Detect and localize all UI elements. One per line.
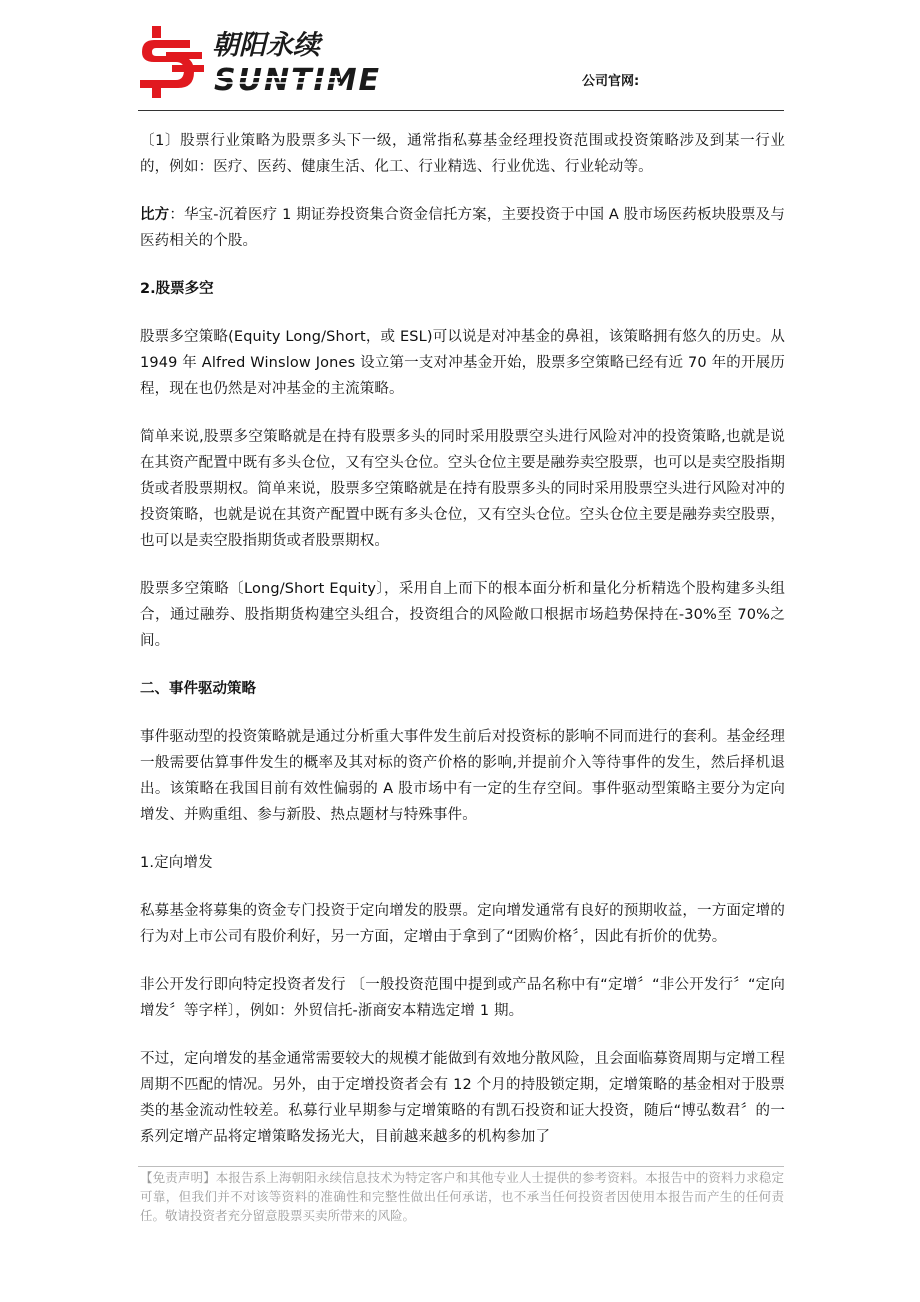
suntime-logo [140, 26, 410, 98]
company-website-label: 公司官网: [582, 74, 640, 89]
page-header [0, 0, 920, 115]
paragraph-example [140, 202, 785, 254]
paragraph-placement-intro: 私募基金将募集的资金专门投资于定向增发的股票。定向增发通常有良好的预期收益，一方面定增的行为对上市公司有股价利好，另一方面，定增由于拿到了“团购价格〞，因此有折价的优势。 [140, 903, 785, 945]
logo-en-text: SUNTIME [214, 63, 382, 98]
document-body [140, 128, 785, 1172]
example-lead: 比方 [140, 207, 170, 223]
logo-cn-text: 朝阳永续 [212, 30, 320, 61]
paragraph-event-driven: 事件驱动型的投资策略就是通过分析重大事件发生前后对投资标的影响不同而进行的套利。基金经理一般需要估算事件发生的概率及其对标的资产价格的影响,并提前介入等待事件的发生，然后择机退出。该策略在我国目前有效性偏弱的 A 股市场中有一定的生存空间。事件驱动型策略主要分为定向增发、并购重组、参与新股、热点题材与特殊事件。 [140, 729, 785, 823]
paragraph-esl-portfolio: 股票多空策略〔Long/Short Equity〕，采用自上而下的根本面分析和量化分析精选个股构建多头组合，通过融券、股指期货构建空头组合，投资组合的风险敞口根据市场趋势保持在-30%至 70%之间。 [140, 581, 785, 649]
paragraph-placement-example: 非公开发行即向特定投资者发行 〔一般投资范围中提到或产品名称中有“定增〞“非公开发行〞“定向增发〞等字样〕，例如：外贸信托-浙商安本精选定增 1 期。 [140, 977, 785, 1019]
heading-event-driven: 二、事件驱动策略 [140, 681, 256, 697]
paragraph-industry-strategy: 〔1〕股票行业策略为股票多头下一级，通常指私募基金经理投资范围或投资策略涉及到某一行业的，例如：医疗、医药、健康生活、化工、行业精选、行业优选、行业轮动等。 [140, 133, 785, 175]
heading-private-placement: 1.定向增发 [140, 855, 213, 871]
paragraph-esl-definition: 简单来说,股票多空策略就是在持有股票多头的同时采用股票空头进行风险对冲的投资策略,也就是说在其资产配置中既有多头仓位，又有空头仓位。空头仓位主要是融券卖空股票，也可以是卖空股指期货或者股票期权。简单来说，股票多空策略就是在持有股票多头的同时采用股票空头进行风险对冲的投资策略，也就是说在其资产配置中既有多头仓位，又有空头仓位。空头仓位主要是融券卖空股票，也可以是卖空股指期货或者股票期权。 [140, 429, 785, 549]
disclaimer-text: 【免责声明】本报告系上海朝阳永续信息技术为特定客户和其他专业人士提供的参考资料。本报告中的资料力求稳定可靠，但我们并不对该等资料的准确性和完整性做出任何承诺，也不承当任何投资者因使用本报告而产生的任何责任。敬请投资者充分留意股票买卖所带来的风险。 [140, 1170, 784, 1223]
paragraph-placement-risk: 不过，定向增发的基金通常需要较大的规模才能做到有效地分散风险，且会面临募资周期与定增工程周期不匹配的情况。另外，由于定增投资者会有 12 个月的持股锁定期，定增策略的基金相对于股票类的基金流动性较差。私募行业早期参与定增策略的有凯石投资和证大投资，随后“博弘数君〞的一系列定增产品将定增策略发扬光大，目前越来越多的机构参加了 [140, 1051, 785, 1145]
header-divider [138, 110, 784, 111]
heading-long-short: 2.股票多空 [140, 281, 214, 297]
paragraph-esl-history: 股票多空策略(Equity Long/Short，或 ESL)可以说是对冲基金的鼻祖，该策略拥有悠久的历史。从 1949 年 Alfred Winslow Jones 设立第一支对冲基金开始，股票多空策略已经有近 70 年的开展历程，现在也仍然是对冲基金的主流策略。 [140, 329, 785, 397]
suntime-logo-mark [140, 26, 410, 98]
footer-divider [138, 1166, 784, 1167]
example-text: ：华宝-沉着医疗 1 期证券投资集合资金信托方案，主要投资于中国 A 股市场医药板块股票及与医药相关的个股。 [140, 207, 785, 249]
